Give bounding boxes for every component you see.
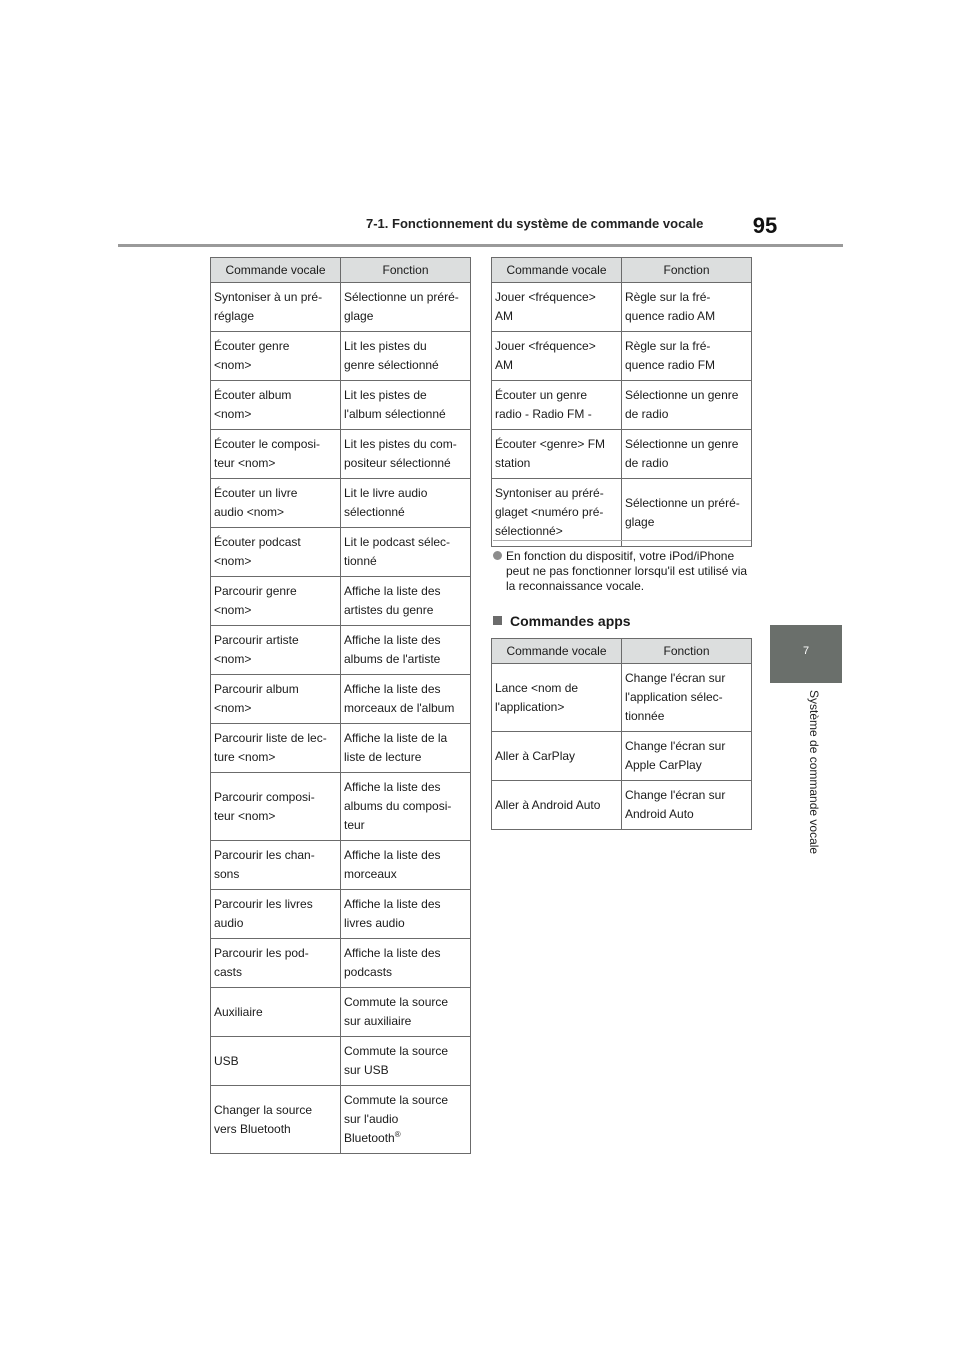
command-line: Parcourir artiste bbox=[214, 633, 299, 647]
function-line: liste de lecture bbox=[344, 750, 422, 764]
command-line: Changer la source bbox=[214, 1102, 313, 1117]
function-line: livres audio bbox=[344, 916, 405, 930]
function-line: glage bbox=[625, 514, 655, 529]
command-cell bbox=[211, 841, 341, 890]
command-line: réglage bbox=[214, 309, 255, 323]
function-line: Affiche la liste des bbox=[344, 780, 441, 794]
function-line: Affiche la liste des bbox=[344, 584, 441, 598]
function-line: Sélectionne un préré- bbox=[344, 290, 459, 304]
square-bullet-icon bbox=[493, 616, 502, 625]
command-cell bbox=[492, 381, 622, 430]
registered-mark: ® bbox=[394, 1130, 401, 1139]
table-row bbox=[492, 664, 752, 732]
command-line: audio <nom> bbox=[214, 505, 285, 519]
function-line: l'album sélectionné bbox=[344, 407, 446, 421]
function-line: Affiche la liste des bbox=[344, 897, 441, 911]
function-cell bbox=[622, 381, 752, 430]
command-line: Parcourir les chan- bbox=[214, 848, 315, 862]
command-cell bbox=[492, 332, 622, 381]
command-line: <nom> bbox=[214, 701, 252, 715]
table-row bbox=[211, 773, 471, 841]
function-line: sélectionné bbox=[344, 505, 405, 519]
function-line: Affiche la liste de la bbox=[344, 731, 448, 745]
command-cell bbox=[492, 781, 622, 830]
function-line: Android Auto bbox=[625, 807, 694, 821]
table-row bbox=[211, 1037, 471, 1086]
command-line: <nom> bbox=[214, 554, 252, 568]
function-line: artistes du genre bbox=[344, 603, 434, 617]
command-line: Écouter <genre> FM bbox=[495, 437, 606, 451]
table-row bbox=[211, 479, 471, 528]
table-row bbox=[211, 724, 471, 773]
function-line: teur bbox=[344, 818, 365, 832]
table-row bbox=[211, 675, 471, 724]
table-row bbox=[211, 577, 471, 626]
chapter-tab-label: Système de commande vocale bbox=[807, 690, 821, 855]
command-line: Parcourir liste de lec- bbox=[214, 731, 327, 745]
command-line: Écouter album bbox=[214, 388, 292, 402]
function-line: Lit le podcast sélec- bbox=[344, 535, 451, 549]
header-divider bbox=[118, 244, 843, 247]
function-line: Affiche la liste des bbox=[344, 682, 441, 696]
function-cell bbox=[341, 939, 471, 988]
header-command: Commande vocale bbox=[211, 258, 341, 283]
function-line: albums de l'artiste bbox=[344, 652, 441, 666]
command-cell bbox=[211, 939, 341, 988]
function-line: quence radio AM bbox=[625, 309, 716, 323]
table-row bbox=[492, 332, 752, 381]
table-row bbox=[211, 381, 471, 430]
command-line: AM bbox=[495, 309, 513, 323]
table-row bbox=[211, 988, 471, 1037]
function-cell bbox=[341, 724, 471, 773]
function-line: Commute la source bbox=[344, 1044, 449, 1058]
function-line: Commute la source bbox=[344, 995, 449, 1009]
function-cell bbox=[622, 430, 752, 479]
function-cell bbox=[341, 988, 471, 1037]
function-cell bbox=[341, 528, 471, 577]
function-cell bbox=[341, 332, 471, 381]
section-title: 7-1. Fonctionnement du système de commande vocale bbox=[366, 216, 704, 231]
note-divider bbox=[493, 540, 751, 541]
command-cell bbox=[211, 675, 341, 724]
command-cell bbox=[211, 381, 341, 430]
command-line: USB bbox=[214, 1053, 239, 1068]
command-cell bbox=[492, 283, 622, 332]
command-line: Syntoniser au préré- bbox=[495, 486, 604, 500]
function-line: de radio bbox=[625, 456, 669, 470]
command-cell bbox=[211, 577, 341, 626]
command-line: Aller à CarPlay bbox=[495, 748, 576, 763]
radio-commands-table bbox=[491, 257, 752, 547]
function-line: sur USB bbox=[344, 1063, 389, 1077]
command-line: radio - Radio FM - bbox=[495, 407, 592, 421]
command-line: Écouter un genre bbox=[495, 388, 588, 402]
command-line: Jouer <fréquence> bbox=[495, 290, 596, 304]
command-line: Jouer <fréquence> bbox=[495, 339, 596, 353]
header-command: Commande vocale bbox=[492, 639, 622, 664]
command-cell bbox=[211, 528, 341, 577]
command-line: station bbox=[495, 456, 531, 470]
function-line: Sélectionne un genre bbox=[625, 388, 739, 402]
command-line: Lance <nom de bbox=[495, 680, 579, 695]
function-line: Lit les pistes du bbox=[344, 339, 427, 353]
function-line: Règle sur la fré- bbox=[625, 290, 711, 304]
function-line: Change l'écran sur bbox=[625, 788, 726, 802]
table-row bbox=[492, 781, 752, 830]
command-cell bbox=[492, 732, 622, 781]
function-cell bbox=[341, 577, 471, 626]
command-line: sons bbox=[214, 867, 240, 881]
command-line: Syntoniser à un pré- bbox=[214, 290, 323, 304]
command-line: glaget <numéro pré- bbox=[495, 505, 604, 519]
function-line: Commute la source bbox=[344, 1093, 449, 1107]
command-cell bbox=[492, 664, 622, 732]
command-line: Écouter podcast bbox=[214, 535, 301, 549]
function-cell bbox=[622, 283, 752, 332]
header-function: Fonction bbox=[622, 639, 752, 664]
command-line: Écouter un livre bbox=[214, 486, 298, 500]
table-row bbox=[211, 1086, 471, 1154]
table-row bbox=[211, 528, 471, 577]
command-line: audio bbox=[214, 916, 244, 930]
function-cell bbox=[341, 479, 471, 528]
function-line: Affiche la liste des bbox=[344, 848, 441, 862]
function-line: Lit les pistes de bbox=[344, 388, 427, 402]
command-cell bbox=[211, 332, 341, 381]
function-cell bbox=[341, 890, 471, 939]
command-cell bbox=[211, 773, 341, 841]
function-line: Sélectionne un genre bbox=[625, 437, 739, 451]
command-line: Parcourir genre bbox=[214, 584, 297, 598]
command-line: Parcourir les livres bbox=[214, 897, 313, 911]
command-line: Écouter le composi- bbox=[214, 437, 321, 451]
command-line: <nom> bbox=[214, 358, 252, 372]
command-cell bbox=[211, 626, 341, 675]
function-cell bbox=[341, 283, 471, 332]
apps-commands-table bbox=[491, 638, 752, 830]
table-row bbox=[211, 626, 471, 675]
table-row bbox=[211, 332, 471, 381]
table-row bbox=[211, 283, 471, 332]
function-cell bbox=[341, 841, 471, 890]
function-line: morceaux de l'album bbox=[344, 701, 455, 715]
table-row bbox=[492, 430, 752, 479]
command-cell bbox=[492, 479, 622, 547]
command-line: <nom> bbox=[214, 603, 252, 617]
function-line: albums du composi- bbox=[344, 799, 452, 813]
table-row bbox=[211, 890, 471, 939]
function-line: Bluetooth bbox=[344, 1131, 395, 1145]
command-line: Parcourir les pod- bbox=[214, 946, 309, 960]
function-line: genre sélectionné bbox=[344, 358, 439, 372]
command-cell bbox=[211, 283, 341, 332]
command-line: l'application> bbox=[495, 699, 565, 714]
function-line: Affiche la liste des bbox=[344, 946, 441, 960]
function-line: Sélectionne un préré- bbox=[625, 495, 740, 510]
command-line: <nom> bbox=[214, 407, 252, 421]
function-cell bbox=[341, 626, 471, 675]
function-cell bbox=[622, 479, 752, 547]
function-line: glage bbox=[344, 309, 374, 323]
function-line: Règle sur la fré- bbox=[625, 339, 711, 353]
header-function: Fonction bbox=[341, 258, 471, 283]
table-header-row bbox=[492, 639, 752, 664]
function-cell bbox=[341, 1086, 471, 1154]
table-header-row bbox=[211, 258, 471, 283]
command-cell bbox=[211, 890, 341, 939]
table-row bbox=[492, 283, 752, 332]
function-line: morceaux bbox=[344, 867, 397, 881]
function-line: podcasts bbox=[344, 965, 393, 979]
command-line: sélectionné> bbox=[495, 524, 563, 538]
command-cell bbox=[211, 1086, 341, 1154]
table-row bbox=[492, 479, 752, 547]
function-line: Change l'écran sur bbox=[625, 739, 726, 753]
apps-section-heading bbox=[493, 613, 753, 629]
table-row bbox=[492, 381, 752, 430]
command-line: Parcourir composi- bbox=[214, 789, 315, 804]
command-cell bbox=[211, 479, 341, 528]
function-cell bbox=[622, 732, 752, 781]
function-cell bbox=[622, 781, 752, 830]
media-commands-table bbox=[210, 257, 471, 1154]
command-cell bbox=[211, 430, 341, 479]
chapter-tab-number: 7 bbox=[802, 645, 810, 657]
command-line: Écouter genre bbox=[214, 339, 290, 353]
function-line: Apple CarPlay bbox=[625, 758, 702, 772]
function-line: quence radio FM bbox=[625, 358, 716, 372]
command-line: teur <nom> bbox=[214, 456, 276, 470]
command-line: ture <nom> bbox=[214, 750, 276, 764]
function-line: tionnée bbox=[625, 709, 665, 723]
command-line: AM bbox=[495, 358, 513, 372]
function-cell bbox=[341, 773, 471, 841]
function-line: positeur sélectionné bbox=[344, 456, 451, 470]
apps-heading-text: Commandes apps bbox=[510, 613, 631, 629]
command-line: Parcourir album bbox=[214, 682, 299, 696]
function-line: Lit le livre audio bbox=[344, 486, 428, 500]
command-line: teur <nom> bbox=[214, 808, 276, 823]
function-line: sur l'audio bbox=[344, 1112, 399, 1126]
command-cell bbox=[492, 430, 622, 479]
function-cell bbox=[622, 332, 752, 381]
function-line: de radio bbox=[625, 407, 669, 421]
function-cell bbox=[341, 675, 471, 724]
function-line: Change l'écran sur bbox=[625, 671, 726, 685]
table-row bbox=[211, 939, 471, 988]
function-line: l'application sélec- bbox=[625, 690, 723, 704]
function-line: tionné bbox=[344, 554, 377, 568]
bullet-dot-icon bbox=[493, 551, 502, 560]
table-row bbox=[211, 841, 471, 890]
function-cell bbox=[341, 381, 471, 430]
header-command: Commande vocale bbox=[492, 258, 622, 283]
table-row bbox=[211, 430, 471, 479]
function-line: Lit les pistes du com- bbox=[344, 437, 457, 451]
table-row bbox=[492, 732, 752, 781]
table-header-row bbox=[492, 258, 752, 283]
command-line: casts bbox=[214, 965, 243, 979]
function-line: sur auxiliaire bbox=[344, 1014, 412, 1028]
function-cell bbox=[622, 664, 752, 732]
command-cell bbox=[211, 724, 341, 773]
function-cell bbox=[341, 430, 471, 479]
note-bullet bbox=[493, 549, 755, 594]
header-function: Fonction bbox=[622, 258, 752, 283]
command-line: Auxiliaire bbox=[214, 1004, 263, 1019]
command-cell bbox=[211, 988, 341, 1037]
command-line: Aller à Android Auto bbox=[495, 797, 601, 812]
command-line: <nom> bbox=[214, 652, 252, 666]
command-cell bbox=[211, 1037, 341, 1086]
note-text: En fonction du dispositif, votre iPod/iPhone peut ne pas fonctionner lorsqu'il est utilisé via la reconnaissance vocale. bbox=[506, 549, 748, 593]
function-line: Affiche la liste des bbox=[344, 633, 441, 647]
function-cell bbox=[341, 1037, 471, 1086]
page-number: 95 bbox=[752, 213, 778, 238]
command-line: vers Bluetooth bbox=[214, 1121, 291, 1136]
